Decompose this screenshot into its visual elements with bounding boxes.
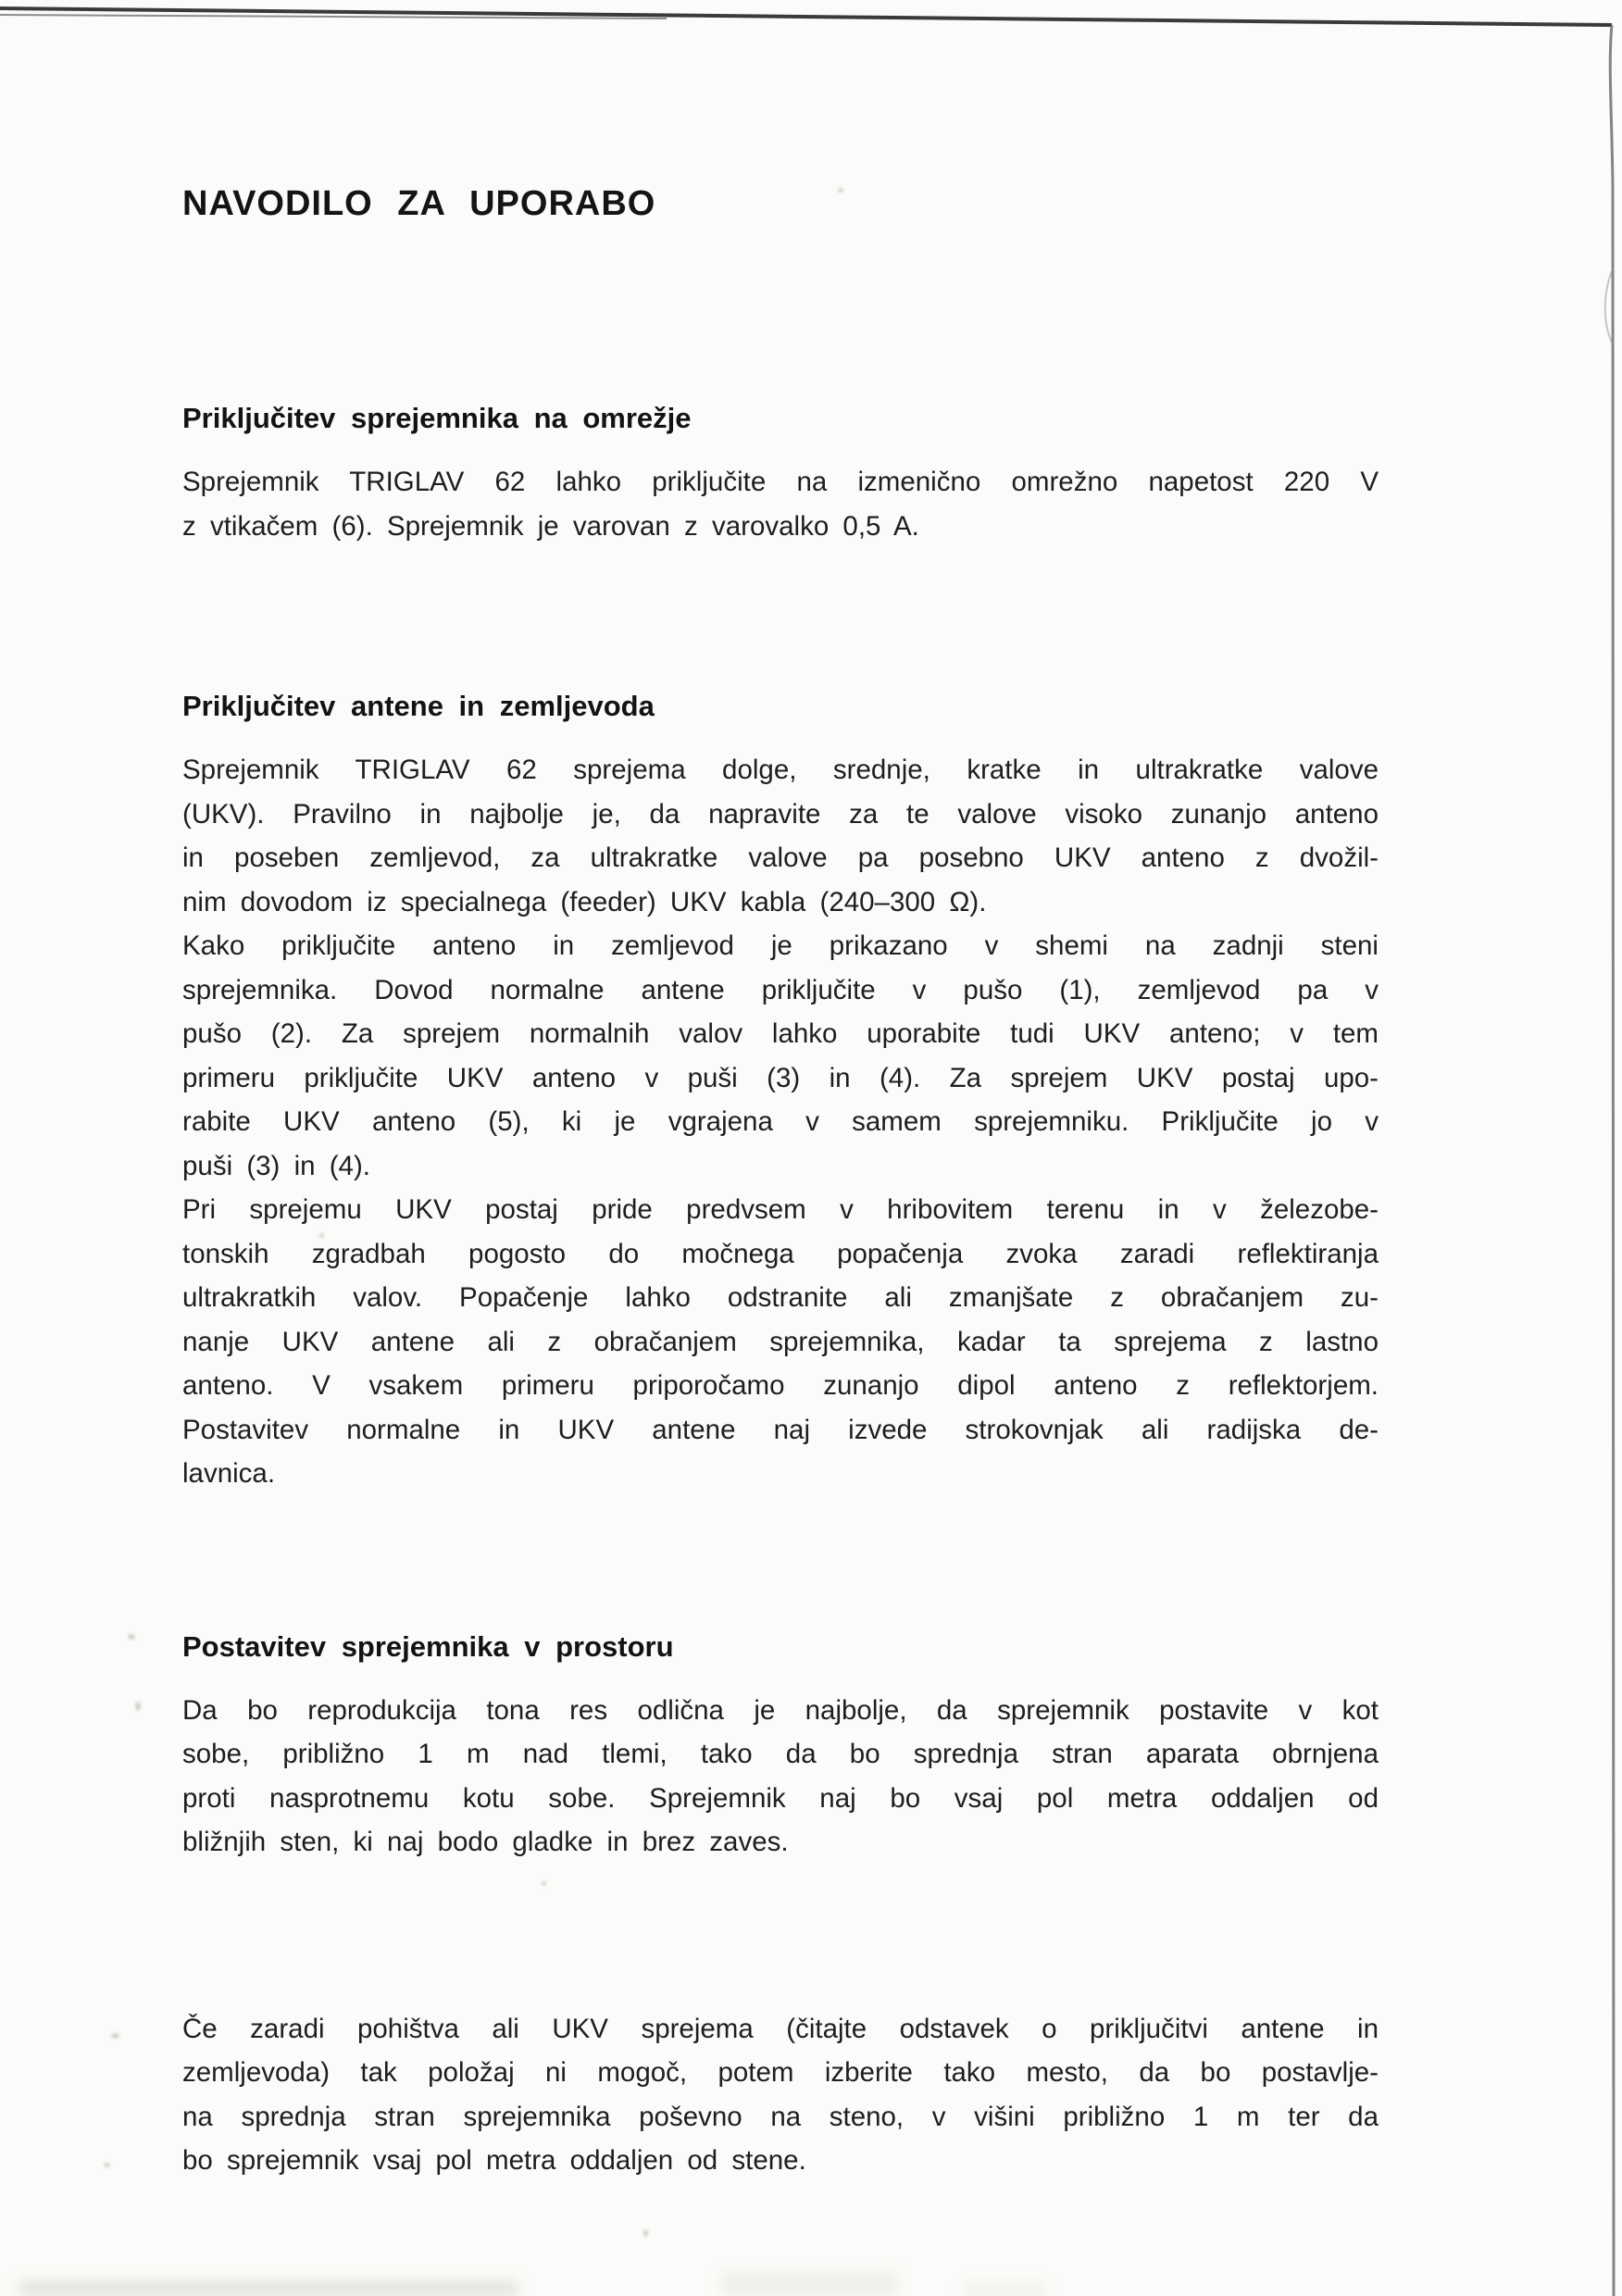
page-title: NAVODILO ZA UPORABO: [182, 184, 656, 223]
text-line: anteno. V vsakem primeru priporočamo zunanjo dipol anteno z reflektorjem.: [182, 1370, 1379, 1401]
page-content: [182, 0, 1379, 2183]
paragraph: [182, 1689, 1379, 1865]
section-body: [182, 460, 1379, 548]
text-line: tonskih zgradbah pogosto do močnega popačenja zvoka zaradi reflektiranja: [182, 1238, 1379, 1269]
text-line: nim dovodom iz specialnega (feeder) UKV kabla (240–300 Ω).: [182, 886, 987, 917]
text-line: Če zaradi pohištva ali UKV sprejema (čitajte odstavek o priključitvi antene in: [182, 2013, 1379, 2044]
text-line: Postavitev normalne in UKV antene naj izvede strokovnjak ali radijska de-: [182, 1414, 1379, 1445]
section-heading: Priključitev antene in zemljevoda: [182, 690, 655, 722]
scan-smudge: [19, 2281, 518, 2296]
text-line: sobe, približno 1 m nad tlemi, tako da bo sprednja stran aparata obrnjena: [182, 1739, 1379, 1769]
scan-smudge: [963, 2283, 1046, 2296]
text-line: Kako priključite anteno in zemljevod je prikazano v shemi na zadnji steni: [182, 930, 1379, 961]
text-line: zemljevoda) tak položaj ni mogoč, potem izberite tako mesto, da bo postavlje-: [182, 2057, 1379, 2088]
section-receiver-placement: [182, 1628, 1379, 1865]
text-line: Da bo reprodukcija tona res odlična je najbolje, da sprejemnik postavite v kot: [182, 1694, 1379, 1726]
section-heading: Priključitev sprejemnika na omrežje: [182, 402, 692, 434]
text-line: pušo (2). Za sprejem normalnih valov lahko uporabite tudi UKV anteno; v tem: [182, 1018, 1379, 1049]
text-line: na sprednja stran sprejemnika poševno na steno, v višini približno 1 m ter da: [182, 2101, 1379, 2132]
text-line: Sprejemnik TRIGLAV 62 sprejema dolge, srednje, kratke in ultrakratke valove: [182, 755, 1379, 785]
paragraph: [182, 1188, 1379, 1496]
text-line: primeru priključite UKV anteno v puši (3) in (4). Za sprejem UKV postaj upo-: [182, 1062, 1379, 1093]
text-line: nanje UKV antene ali z obračanjem sprejemnika, kadar ta sprejema z lastno: [182, 1326, 1379, 1357]
section-body: [182, 748, 1379, 1496]
scan-speck: [104, 2163, 110, 2167]
scan-smudge: [722, 2272, 898, 2296]
section-heading: Postavitev sprejemnika v prostoru: [182, 1629, 674, 1663]
paragraph: [182, 460, 1379, 548]
paragraph: [182, 924, 1379, 1188]
scan-speck: [128, 1634, 135, 1640]
text-line: (UKV). Pravilno in najbolje je, da napravite za te valove visoko zunanjo anteno: [182, 798, 1379, 830]
text-line: z vtikačem (6). Sprejemnik je varovan z varovalko 0,5 A.: [182, 510, 919, 542]
section-placement-alternative: [182, 2007, 1379, 2183]
scan-speck: [135, 1702, 141, 1711]
section-mains-connection: [182, 400, 1379, 548]
text-line: lavnica.: [182, 1458, 276, 1489]
text-line: Pri sprejemu UKV postaj pride predvsem v hribovitem terenu in v železobe-: [182, 1194, 1379, 1225]
section-body: [182, 2007, 1379, 2183]
section-antenna-ground-connection: [182, 688, 1379, 1496]
paragraph: [182, 2007, 1379, 2183]
text-line: puši (3) in (4).: [182, 1150, 370, 1181]
text-line: rabite UKV anteno (5), ki je vgrajena v samem sprejemniku. Priključite jo v: [182, 1106, 1379, 1137]
text-line: bo sprejemnik vsaj pol metra oddaljen od stene.: [182, 2145, 806, 2176]
text-line: ultrakratkih valov. Popačenje lahko odstranite ali zmanjšate z obračanjem zu-: [182, 1282, 1379, 1313]
section-body: [182, 1689, 1379, 1865]
paragraph: [182, 748, 1379, 924]
scan-speck: [111, 2033, 119, 2039]
text-line: Sprejemnik TRIGLAV 62 lahko priključite na izmenično omrežno napetost 220 V: [182, 467, 1379, 497]
text-line: in poseben zemljevod, za ultrakratke valove pa posebno UKV anteno z dvožil-: [182, 842, 1379, 873]
text-line: sprejemnika. Dovod normalne antene priključite v pušo (1), zemljevod pa v: [182, 974, 1379, 1005]
text-line: proti nasprotnemu kotu sobe. Sprejemnik naj bo vsaj pol metra oddaljen od: [182, 1782, 1379, 1814]
scan-speck: [643, 2229, 648, 2237]
text-line: bližnjih sten, ki naj bodo gladke in brez zaves.: [182, 1827, 789, 1857]
